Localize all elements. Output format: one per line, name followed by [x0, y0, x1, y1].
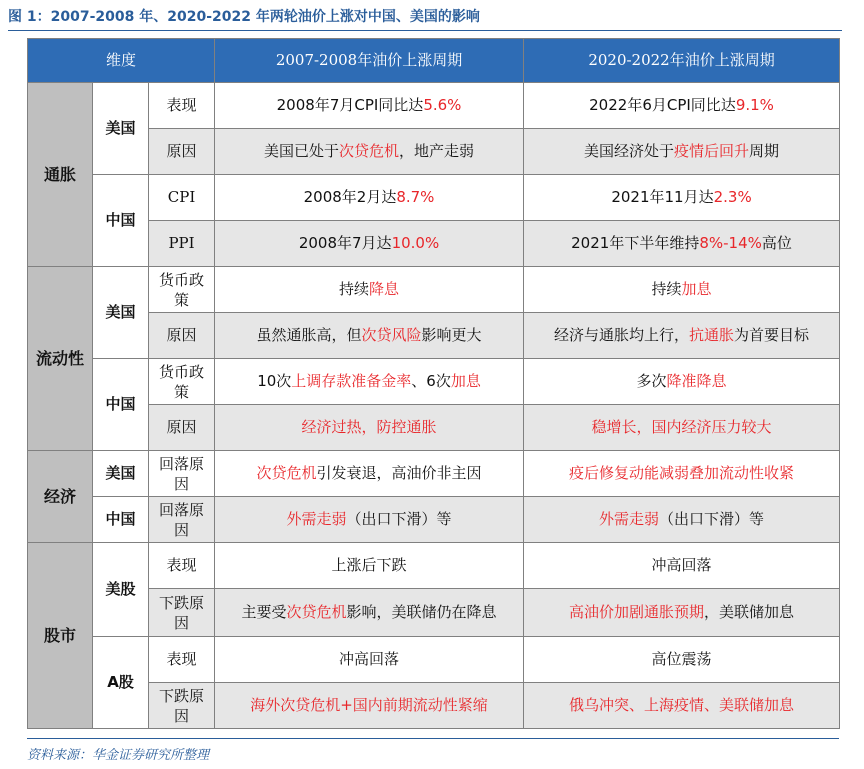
item-label: 回落原因: [149, 451, 215, 497]
highlight-text: 2.3%: [713, 188, 752, 206]
group-economy: 经济: [28, 451, 93, 543]
cell-text: 2008年2月达: [303, 188, 397, 206]
cell-2007: [215, 451, 524, 497]
cell-text: 冲高回落: [651, 556, 712, 574]
cell-text: ，美联储加息: [704, 603, 795, 621]
highlight-text: 上调存款准备金率: [291, 372, 412, 390]
item-label: 表现: [149, 83, 215, 129]
cell-text: 影响更大: [421, 326, 482, 344]
region-a-stock: A股: [93, 637, 149, 729]
cell-text: 美国已处于: [264, 142, 340, 160]
group-liquidity: 流动性: [28, 267, 93, 451]
table-row: [28, 637, 840, 683]
cell-text: 冲高回落: [339, 650, 400, 668]
cell-2020: [524, 359, 840, 405]
header-dimension: 维度: [28, 39, 215, 83]
cell-text: 经济与通胀均上行，: [554, 326, 690, 344]
table-row: [28, 683, 840, 729]
table-row: [28, 83, 840, 129]
table-row: [28, 175, 840, 221]
cell-2007: [215, 221, 524, 267]
cell-text: 2008年7月CPI同比达: [276, 96, 424, 114]
region-cn: 中国: [93, 497, 149, 543]
cell-text: 持续: [339, 280, 370, 298]
cell-text: 上涨后下跌: [331, 556, 407, 574]
item-label: 原因: [149, 129, 215, 175]
highlight-text: 海外次贷危机+国内前期流动性紧缩: [250, 696, 488, 714]
cell-2007: [215, 267, 524, 313]
cell-2007: [215, 405, 524, 451]
highlight-text: 8%-14%: [699, 234, 762, 252]
cell-2020: [524, 313, 840, 359]
cell-text: 周期: [749, 142, 780, 160]
cell-2020: [524, 451, 840, 497]
cell-text: 高位: [761, 234, 792, 252]
cell-2007: [215, 589, 524, 637]
cell-2007: [215, 83, 524, 129]
table-row: [28, 589, 840, 637]
item-label: CPI: [149, 175, 215, 221]
region-us-stock: 美股: [93, 543, 149, 637]
cell-2020: [524, 543, 840, 589]
cell-2007: [215, 313, 524, 359]
comparison-table: [27, 38, 840, 729]
highlight-text: 次贷危机: [339, 142, 400, 160]
table-row: [28, 451, 840, 497]
cell-2020: [524, 683, 840, 729]
cell-text: 2022年6月CPI同比达: [589, 96, 736, 114]
item-label: 表现: [149, 543, 215, 589]
highlight-text: 外需走弱: [286, 510, 347, 528]
highlight-text: 疫情后回升: [674, 142, 750, 160]
item-label: 下跌原因: [149, 683, 215, 729]
cell-2020: [524, 175, 840, 221]
cell-2007: [215, 497, 524, 543]
item-label: 原因: [149, 405, 215, 451]
figure-title: 图 1：2007-2008 年、2020-2022 年两轮油价上涨对中国、美国的影响: [8, 9, 480, 25]
group-inflation: 通胀: [28, 83, 93, 267]
table-row: [28, 359, 840, 405]
cell-2020: [524, 589, 840, 637]
item-label: 回落原因: [149, 497, 215, 543]
cell-2020: [524, 83, 840, 129]
highlight-text: 疫后修复动能减弱叠加流动性收紧: [569, 464, 795, 482]
cell-2020: [524, 497, 840, 543]
group-stock: 股市: [28, 543, 93, 729]
table-row: [28, 267, 840, 313]
cell-2007: [215, 543, 524, 589]
cell-text: 影响，美联储仍在降息: [346, 603, 497, 621]
cell-text: 多次: [636, 372, 667, 390]
highlight-text: 9.1%: [735, 96, 774, 114]
cell-2020: [524, 129, 840, 175]
highlight-text: 8.7%: [396, 188, 435, 206]
cell-text: 为首要目标: [734, 326, 810, 344]
highlight-text: 降准降息: [666, 372, 727, 390]
highlight-text: 高油价加剧通胀预期: [569, 603, 705, 621]
item-label: 表现: [149, 637, 215, 683]
source-note: 资料来源：华金证券研究所整理: [27, 748, 210, 763]
highlight-text: 次贷危机: [286, 603, 347, 621]
cell-text: 、6次: [411, 372, 451, 390]
cell-text: （出口下滑）等: [659, 510, 765, 528]
cell-2007: [215, 359, 524, 405]
cell-2020: [524, 221, 840, 267]
highlight-text: 抗通胀: [689, 326, 735, 344]
table-row: [28, 497, 840, 543]
region-cn: 中国: [93, 359, 149, 451]
item-label: 货币政策: [149, 267, 215, 313]
region-us: 美国: [93, 451, 149, 497]
table-row: [28, 543, 840, 589]
cell-text: 2021年下半年维持: [571, 234, 700, 252]
highlight-text: 降息: [369, 280, 400, 298]
region-us: 美国: [93, 83, 149, 175]
region-cn: 中国: [93, 175, 149, 267]
header-period-2007: 2007-2008年油价上涨周期: [215, 39, 524, 83]
cell-text: 2021年11月达: [611, 188, 714, 206]
header-period-2020: 2020-2022年油价上涨周期: [524, 39, 840, 83]
highlight-text: 稳增长，国内经济压力较大: [591, 418, 772, 436]
cell-text: （出口下滑）等: [346, 510, 452, 528]
table-row: [28, 129, 840, 175]
highlight-text: 5.6%: [423, 96, 462, 114]
table-row: [28, 313, 840, 359]
cell-text: 美国经济处于: [584, 142, 675, 160]
cell-text: 2008年7月达: [298, 234, 392, 252]
table-row: [28, 221, 840, 267]
cell-text: 高位震荡: [651, 650, 712, 668]
highlight-text: 经济过热，防控通胀: [301, 418, 437, 436]
highlight-text: 加息: [681, 280, 712, 298]
cell-2020: [524, 637, 840, 683]
region-us: 美国: [93, 267, 149, 359]
highlight-text: 外需走弱: [599, 510, 660, 528]
cell-2007: [215, 129, 524, 175]
highlight-text: 加息: [450, 372, 481, 390]
highlight-text: 次贷风险: [361, 326, 422, 344]
item-label: PPI: [149, 221, 215, 267]
highlight-text: 次贷危机: [256, 464, 317, 482]
highlight-text: 俄乌冲突、上海疫情、美联储加息: [569, 696, 795, 714]
highlight-text: 10.0%: [391, 234, 440, 252]
table-row: [28, 405, 840, 451]
header-row: [28, 39, 840, 83]
cell-text: ，地产走弱: [399, 142, 475, 160]
cell-text: 10次: [257, 372, 292, 390]
cell-text: 虽然通胀高，但: [256, 326, 362, 344]
cell-2020: [524, 267, 840, 313]
cell-text: 持续: [651, 280, 682, 298]
cell-2007: [215, 683, 524, 729]
cell-2007: [215, 175, 524, 221]
title-divider: [8, 30, 842, 31]
item-label: 下跌原因: [149, 589, 215, 637]
cell-text: 主要受: [241, 603, 287, 621]
cell-text: 引发衰退，高油价非主因: [316, 464, 482, 482]
cell-2020: [524, 405, 840, 451]
item-label: 原因: [149, 313, 215, 359]
item-label: 货币政策: [149, 359, 215, 405]
cell-2007: [215, 637, 524, 683]
footer-divider: [27, 738, 839, 739]
